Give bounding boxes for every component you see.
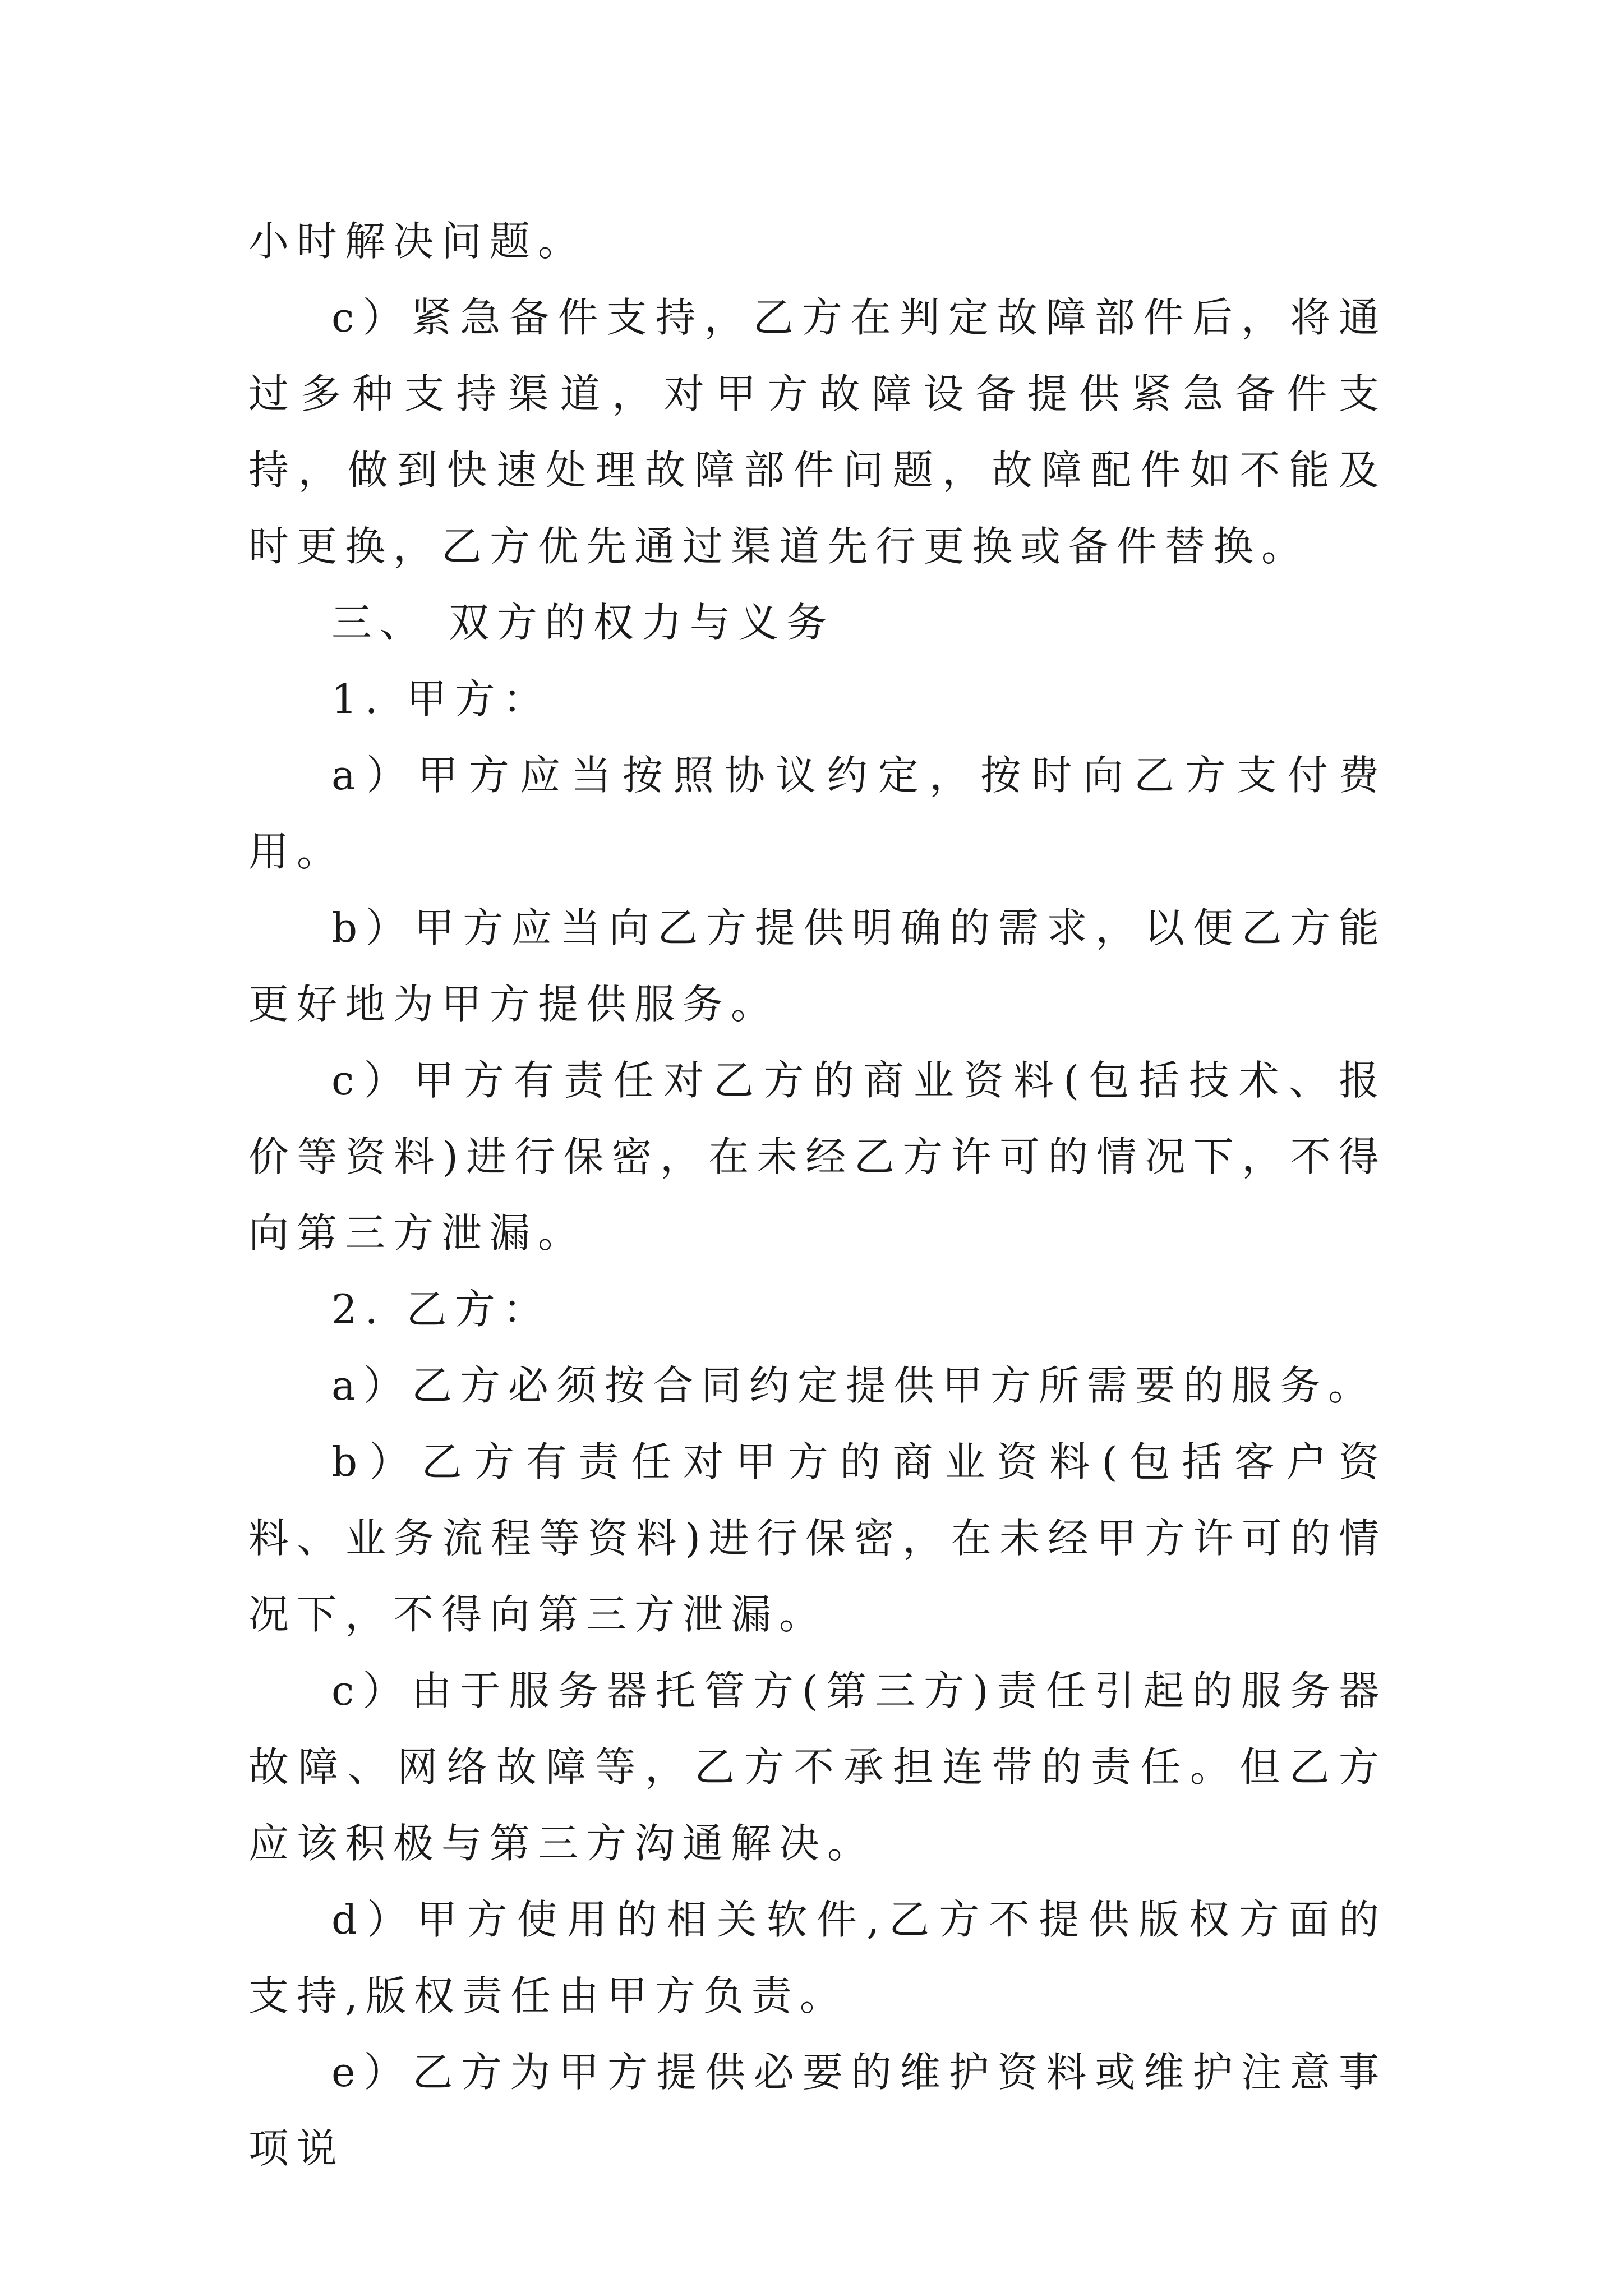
document-body: [248, 203, 1387, 2187]
paragraph-continuation: 小时解决问题。: [248, 218, 587, 265]
paragraph-party-a-item-b: b）甲方应当向乙方提供明确的需求，以便乙方能更好地为甲方提供服务。: [248, 904, 1387, 1028]
paragraph-party-b-item-b: b）乙方有责任对甲方的商业资料(包括客户资料、业务流程等资料)进行保密，在未经甲方许可的情况下，不得向第三方泄漏。: [248, 1438, 1387, 1638]
subheading-party-a: 1. 甲方：: [331, 675, 551, 723]
paragraph-emergency-spare-parts: c）紧急备件支持，乙方在判定故障部件后，将通过多种支持渠道，对甲方故障设备提供紧急备件支持，做到快速处理故障部件问题，故障配件如不能及时更换，乙方优先通过渠道先行更换或备件替换。: [248, 294, 1387, 570]
paragraph-party-b-item-e: e）乙方为甲方提供必要的维护资料或维护注意事项说: [248, 2049, 1387, 2172]
paragraph-party-b-item-d: d）甲方使用的相关软件,乙方不提供版权方面的支持,版权责任由甲方负责。: [248, 1896, 1387, 2019]
paragraph-party-a-item-a: a）甲方应当按照协议约定，按时向乙方支付费用。: [248, 752, 1387, 875]
paragraph-party-b-item-a: a）乙方必须按合同约定提供甲方所需要的服务。: [331, 1362, 1376, 1409]
paragraph-party-a-item-c: c）甲方有责任对乙方的商业资料(包括技术、报价等资料)进行保密，在未经乙方许可的情况下，不得向第三方泄漏。: [248, 1057, 1387, 1257]
section-heading-rights-obligations: 三、 双方的权力与义务: [331, 599, 834, 646]
paragraph-party-b-item-c: c）由于服务器托管方(第三方)责任引起的服务器故障、网络故障等，乙方不承担连带的责任。但乙方应该积极与第三方沟通解决。: [248, 1667, 1387, 1867]
subheading-party-b: 2. 乙方：: [331, 1286, 551, 1333]
